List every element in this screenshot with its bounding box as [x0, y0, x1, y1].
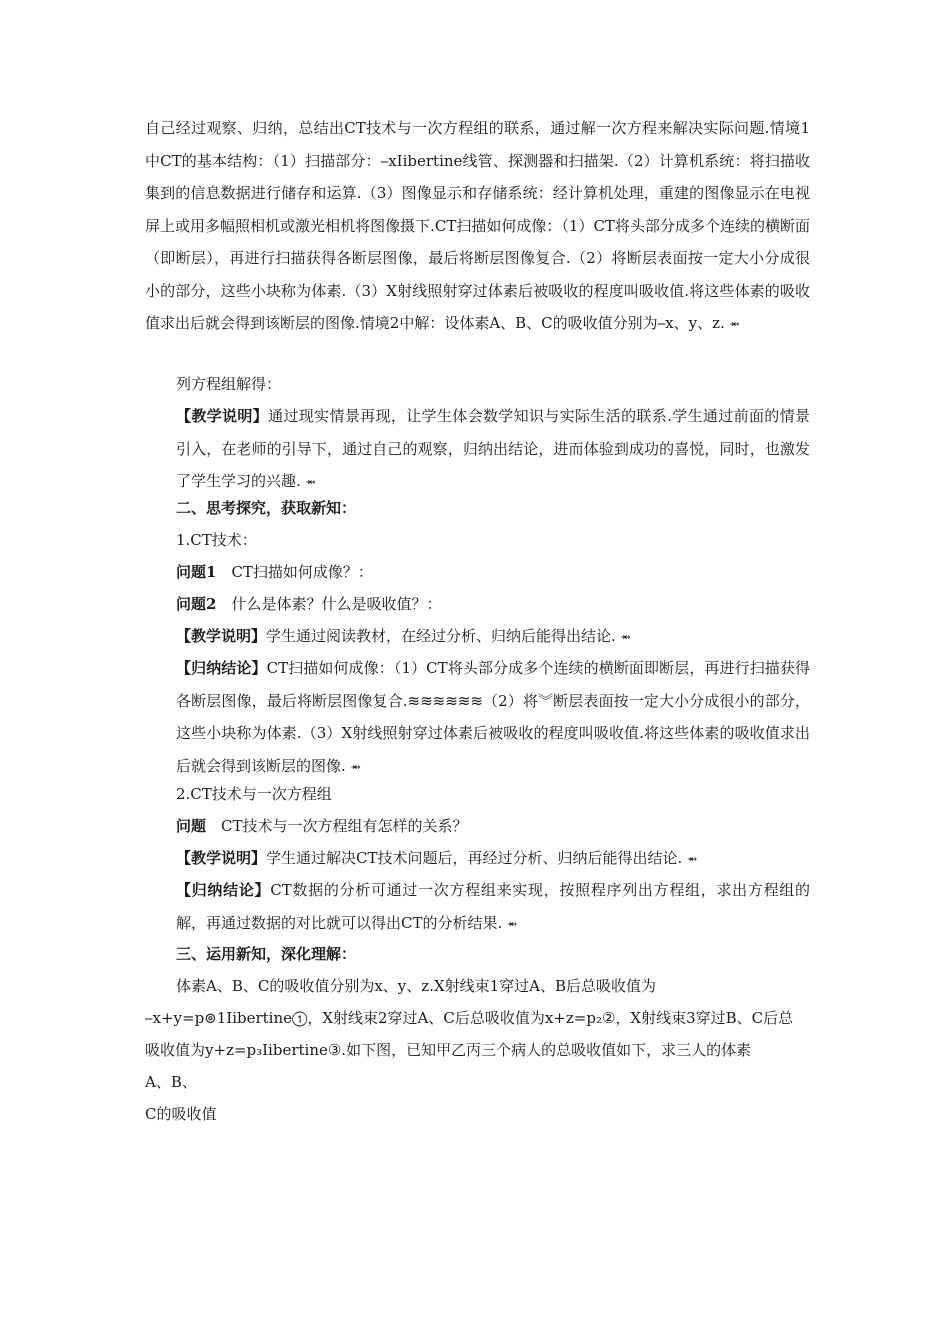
teaching-note-label: 【教学说明】: [176, 849, 267, 867]
question-2: [176, 588, 810, 620]
teaching-note-1: [176, 400, 810, 499]
conclusion-label: 【归纳结论】: [176, 881, 271, 899]
teaching-note-text: 学生通过阅读教材，在经过分析、归纳后能得出结论.: [266, 627, 616, 645]
teaching-note-label: 【教学说明】: [176, 627, 267, 645]
item-ct-tech: 1.CT技术：: [176, 531, 257, 549]
equations-line: 列方程组解得：: [176, 375, 282, 393]
conclusion-1: [176, 652, 810, 783]
return-mark-icon: ⥇: [507, 916, 517, 931]
application-line-3: 吸收值为y+z=p₃Iibertine③.如下图，已知甲乙丙三个病人的总吸收值如下，求三人的体素: [145, 1041, 752, 1059]
section-heading-2: 二、思考探究，获取新知：: [176, 499, 357, 517]
application-line-4: A、B、: [145, 1073, 197, 1091]
return-mark-icon: ⥇: [687, 852, 697, 866]
question-text: CT扫描如何成像？：: [216, 563, 373, 581]
question-3: [176, 810, 810, 842]
conclusion-text: CT扫描如何成像：（1）CT将头部分成多个连续的横断面即断层，再进行扫描获得各断层图像，最后将断层图像复合.≋≋≋≋≋≋（2）将︾断层表面按一定大小分成很小的部分，这些小块称为体素.（3）X射线照射穿过体素后被吸收的程度叫吸收值.将这些体素的吸收值求出后就会得到该断层的图像.: [176, 659, 810, 775]
teaching-note-3: [176, 842, 810, 875]
conclusion-text: CT数据的分析可通过一次方程组来实现，按照程序列出方程组，求出方程组的解，再通过数据的对比就可以得出CT的分析结果.: [176, 881, 810, 932]
return-mark-icon: ⥇: [620, 630, 630, 644]
teaching-note-text: 学生通过解决CT技术问题后，再经过分析、归纳后能得出结论.: [266, 849, 683, 867]
question-text: 什么是体素？什么是吸收值？：: [216, 595, 442, 613]
question-1: [176, 556, 810, 588]
return-mark-icon: ⥇: [729, 317, 739, 331]
item-ct-equations: 2.CT技术与一次方程组: [176, 785, 332, 803]
question-label: 问题2: [176, 595, 217, 613]
section-heading-3: 三、运用新知，深化理解：: [176, 945, 357, 963]
intro-paragraph: [145, 112, 810, 341]
application-line-2: ⎯x+y=p⊚1Iibertine①，X射线束2穿过A、C后总吸收值为x+z=p₂②，X射线束3穿过B、C后总: [145, 1009, 794, 1027]
application-line-5: C的吸收值: [145, 1105, 217, 1123]
teaching-note-text: 通过现实情景再现，让学生体会数学知识与实际生活的联系.学生通过前面的情景引入，在老师的引导下，通过自己的观察，归纳出结论，进而体验到成功的喜悦，同时，也激发了学生学习的兴趣.: [176, 407, 810, 490]
conclusion-2: [176, 874, 810, 940]
conclusion-label: 【归纳结论】: [176, 659, 267, 677]
question-label: 问题: [176, 817, 207, 835]
question-label: 问题1: [176, 563, 217, 581]
return-mark-icon: ⥇: [350, 759, 360, 774]
return-mark-icon: ⥇: [305, 475, 315, 489]
question-text: CT技术与一次方程组有怎样的关系？: [206, 817, 468, 835]
teaching-note-2: [176, 620, 810, 653]
intro-text: 自己经过观察、归纳，总结出CT技术与一次方程组的联系，通过解一次方程来解决实际问题.情境1中CT的基本结构：（1）扫描部分：⎯xIibertine线管、探测器和扫描架.（2）计算机系统：将扫描收集到的信息数据进行储存和运算.（3）图像显示和存储系统：经计算机处理，重建的图像显示在电视屏上或用多幅照相机或激光相机将图像摄下.CT扫描如何成像：（1）CT将头部分成多个连续的横断面（即断层），再进行扫描获得各断层图像，最后将断层图像复合.（2）将断层表面按一定大小分成很小的部分，这些小块称为体素.（3）X射线照射穿过体素后被吸收的程度叫吸收值.将这些体素的吸收值求出后就会得到该断层的图像.情境2中解：设体素A、B、C的吸收值分别为⎯x、y、z.: [145, 119, 810, 332]
teaching-note-label: 【教学说明】: [176, 407, 269, 425]
application-line-1: 体素A、B、C的吸收值分别为x、y、z.X射线束1穿过A、B后总吸收值为: [176, 977, 657, 995]
